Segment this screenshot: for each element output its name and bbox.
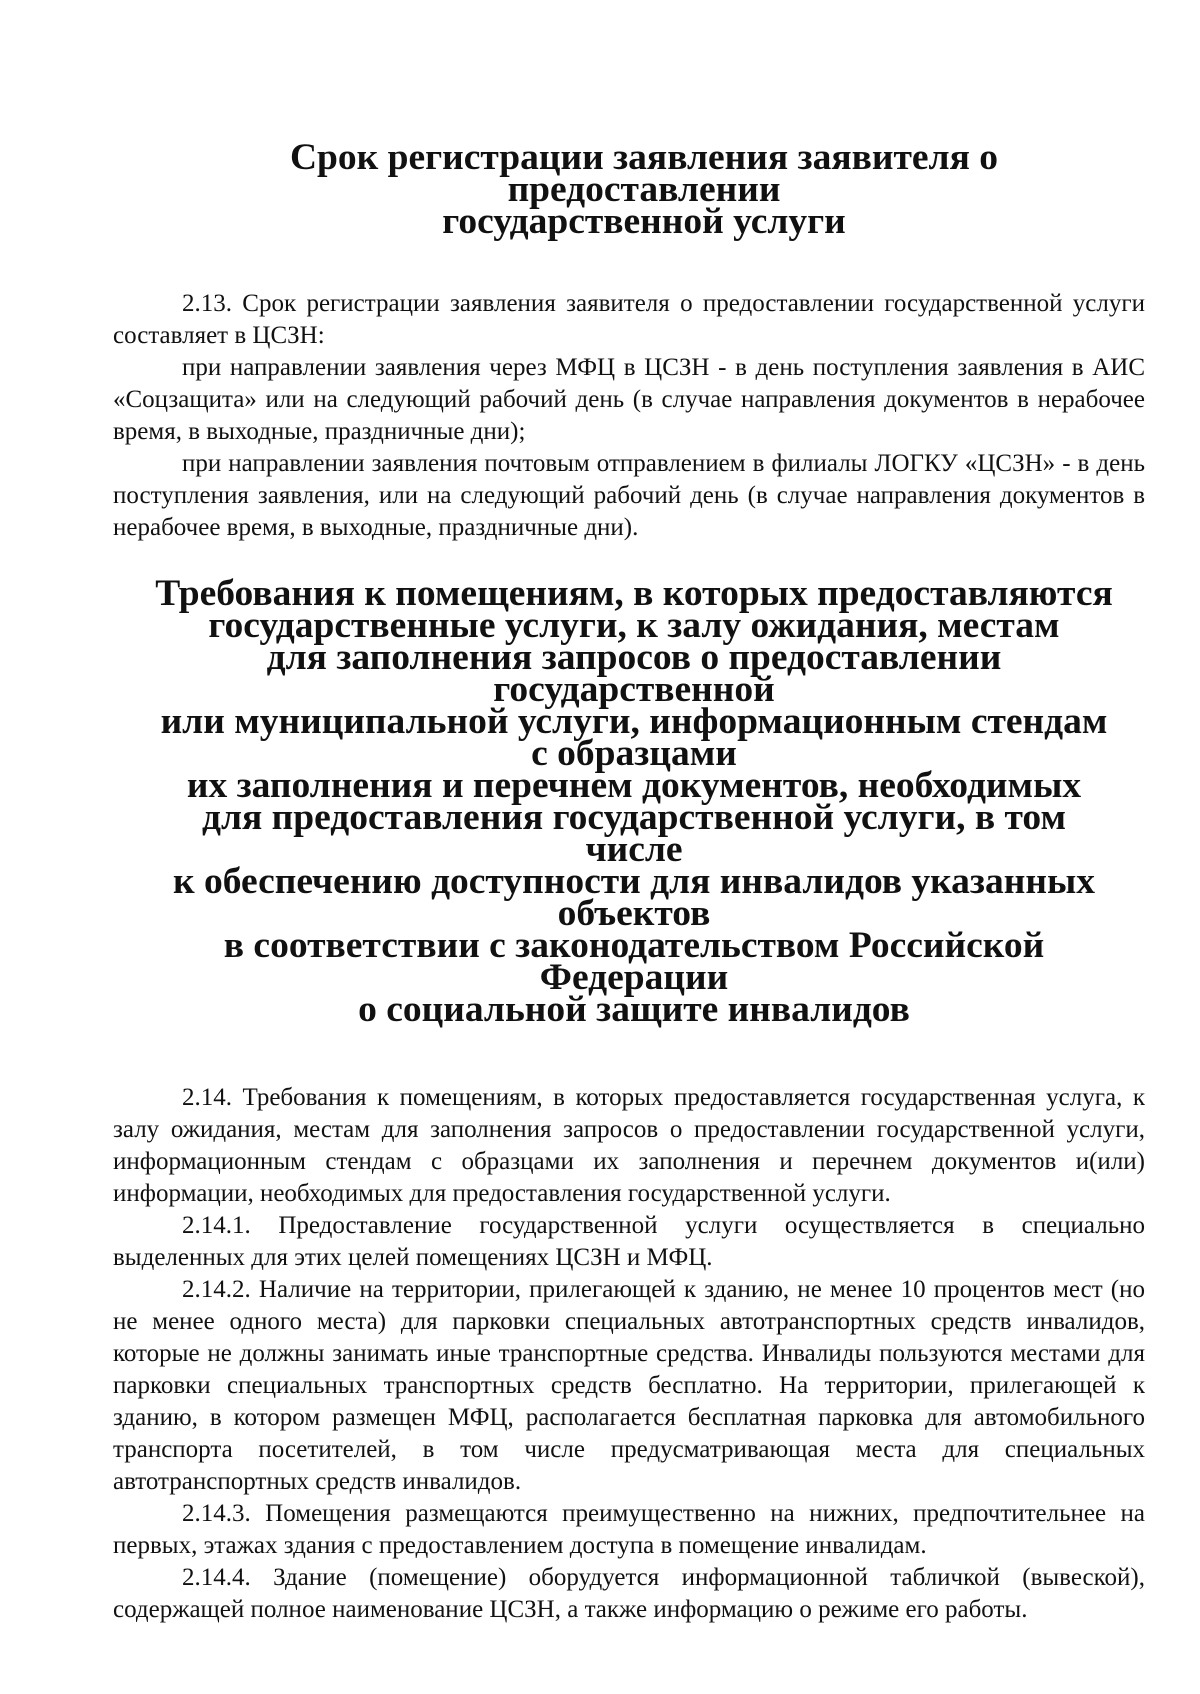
document-body [113,137,1145,1626]
paragraph-2-14-2: 2.14.2. Наличие на территории, прилегающей к зданию, не менее 10 процентов мест (но не менее одного места) для парковки специальных автотранспортных средств инвалидов, которые не должны занимать иные транспортные средства. Инвалиды пользуются местами для парковки специальных транспортных средств бесплатно. На территории, прилегающей к зданию, в котором размещен МФЦ, располагается бесплатная парковка для автомобильного транспорта посетителей, в том числе предусматривающая места для специальных автотранспортных средств инвалидов. [113,1276,1145,1495]
paragraph-2-14-3: 2.14.3. Помещения размещаются преимущественно на нижних, предпочтительнее на первых, этажах здания с предоставлением доступа в помещение инвалидам. [113,1500,1145,1559]
heading-line: государственной услуги [442,201,846,242]
heading-line: к обеспечению доступности для инвалидов указанных объектов [172,861,1095,934]
heading-line: государственные услуги, к залу ожидания, местам [208,605,1060,646]
heading-line: или муниципальной услуги, информационным стендам с образцами [160,701,1108,774]
heading-line: о социальной защите инвалидов [358,989,910,1030]
paragraph-2-14: 2.14. Требования к помещениям, в которых предоставляется государственная услуга, к залу ожидания, местам для заполнения запросов о предоставлении государственной услуги, информационным стендам с образцами их заполнения и перечнем документов и(или) информации, необходимых для предоставления государственной услуги. [113,1084,1145,1207]
paragraph-2-14-4: 2.14.4. Здание (помещение) оборудуется информационной табличкой (вывеской), содержащей полное наименование ЦСЗН, а также информацию о режиме его работы. [113,1564,1145,1623]
paragraph-2-14-1: 2.14.1. Предоставление государственной услуги осуществляется в специально выделенных для этих целей помещениях ЦСЗН и МФЦ. [113,1212,1145,1271]
paragraph-via-post: при направлении заявления почтовым отправлением в филиалы ЛОГКУ «ЦСЗН» - в день поступления заявления, или на следующий рабочий день (в случае направления документов в нерабочее время, в выходные, праздничные дни). [113,450,1145,541]
heading-line: в соответствии с законодательством Российской Федерации [223,925,1045,998]
heading-line: для заполнения запросов о предоставлении государственной [266,637,1002,710]
heading-line: Требования к помещениям, в которых предоставляются [155,573,1113,614]
section-heading-registration-term [163,137,1125,242]
paragraph-2-13: 2.13. Срок регистрации заявления заявителя о предоставлении государственной услуги составляет в ЦСЗН: [113,290,1145,349]
heading-line: для предоставления государственной услуги, в том числе [201,797,1066,870]
heading-line: Срок регистрации заявления заявителя о предоставлении [289,137,999,210]
section-heading-premises-requirements [153,573,1115,1030]
paragraph-via-mfc: при направлении заявления через МФЦ в ЦСЗН - в день поступления заявления в АИС «Соцзащита» или на следующий рабочий день (в случае направления документов в нерабочее время, в выходные, праздничные дни); [113,354,1145,445]
heading-line: их заполнения и перечнем документов, необходимых [186,765,1082,806]
